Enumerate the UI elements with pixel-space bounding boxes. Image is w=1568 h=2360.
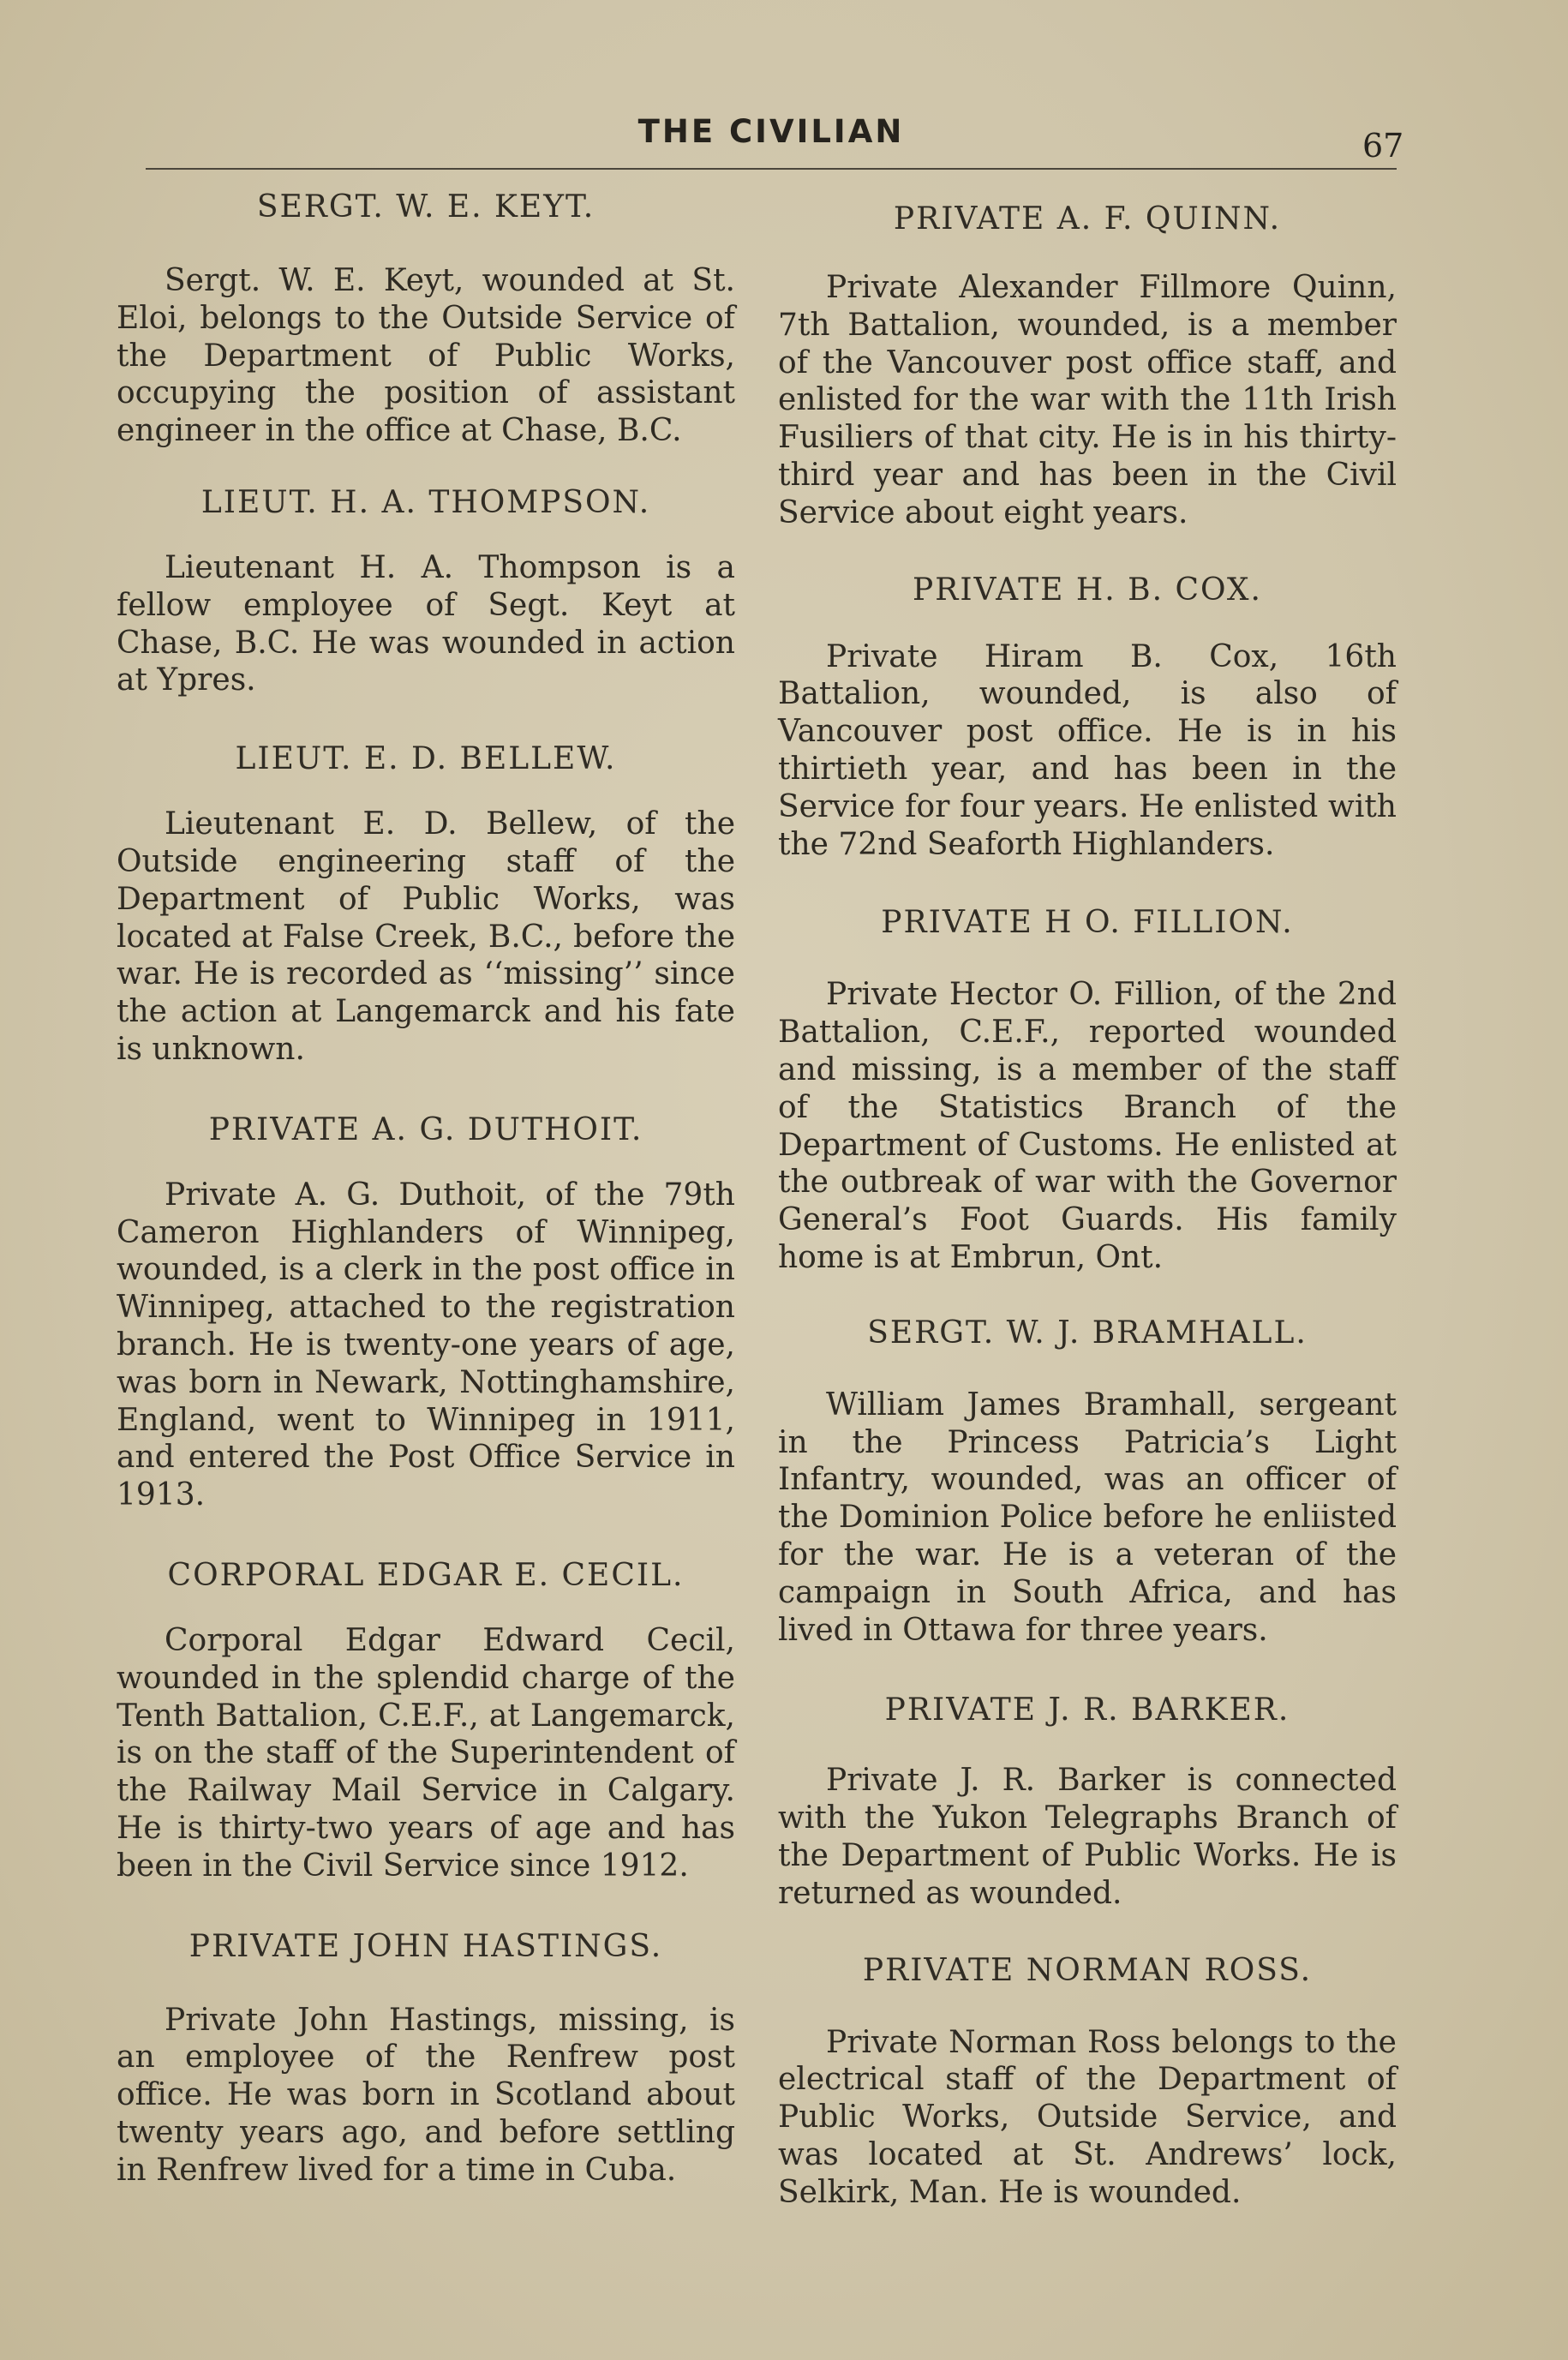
article-body: Lieutenant E. D. Bellew, of the Outside engineering staff of the Department of Public Works, was located at False Creek, B.C., before the war. He is recorded as ‘‘missing’’ since the action at Langemarck and his fate is unknown. — [117, 806, 735, 1067]
article-heading: SERGT. W. J. BRAMHALL. — [867, 1315, 1308, 1351]
article-ross — [778, 1952, 1397, 2212]
article-duthoit — [117, 1111, 735, 1514]
article-heading: CORPORAL EDGAR E. CECIL. — [167, 1557, 685, 1593]
article-body: Private John Hastings, missing, is an employee of the Renfrew post office. He was born in Scotland about twenty years ago, and before settling in Renfrew lived for a time in Cuba. — [117, 2002, 735, 2188]
article-body: Sergt. W. E. Keyt, wounded at St. Eloi, belongs to the Outside Service of the Department of Public Works, occupying the position of assistant engineer in the office at Chase, B.C. — [117, 263, 735, 449]
article-heading: PRIVATE A. G. DUTHOIT. — [208, 1111, 643, 1147]
article-bramhall — [778, 1315, 1397, 1650]
article-heading: LIEUT. H. A. THOMPSON. — [200, 484, 651, 520]
article-fillion — [778, 904, 1397, 1276]
article-heading: LIEUT. E. D. BELLEW. — [235, 741, 617, 777]
right-column — [778, 189, 1397, 2211]
article-keyt — [117, 189, 735, 450]
article-heading: PRIVATE H. B. COX. — [913, 572, 1262, 608]
left-column — [117, 189, 735, 2189]
article-cecil — [117, 1557, 735, 1885]
article-heading: SERGT. W. E. KEYT. — [256, 189, 595, 225]
article-cox — [778, 572, 1397, 864]
article-body: Private Hector O. Fillion, of the 2nd Battalion, C.E.F., reported wounded and missing, is a member of the staff of the Statistics Branch of the Department of Customs. He enlisted at the outbreak of war with the Governor General’s Foot Guards. His family home is at Embrun, Ont. — [778, 977, 1397, 1275]
page-number: 67 — [1362, 127, 1404, 165]
article-heading: PRIVATE H O. FILLION. — [881, 905, 1294, 941]
article-body: Private A. G. Duthoit, of the 79th Cameron Highlanders of Winnipeg, wounded, is a clerk in the post office in Winnipeg, attached to the registration branch. He is twenty-one years of age, was born in Newark, Nottinghamshire, England, went to Winnipeg in 1911, and entered the Post Office Service in 1913. — [117, 1177, 735, 1513]
article-body: Private Hiram B. Cox, 16th Battalion, wounded, is also of Vancouver post office. He is in his thirtieth year, and has been in the Service for four years. He enlisted with the 72nd Seaforth Highlanders. — [778, 638, 1397, 862]
article-quinn — [778, 201, 1397, 532]
article-thompson — [117, 484, 735, 699]
article-body: Private Norman Ross belongs to the electrical staff of the Department of Public Works, Outside Service, and was located at St. Andrews’ lock, Selkirk, Man. He is wounded. — [778, 2024, 1397, 2210]
article-heading: PRIVATE JOHN HASTINGS. — [189, 1928, 663, 1964]
article-heading: PRIVATE NORMAN ROSS. — [862, 1952, 1313, 1988]
article-body: Private Alexander Fillmore Quinn, 7th Battalion, wounded, is a member of the Vancouver post office staff, and enlisted for the war with the 11th Irish Fusiliers of that city. He is in his thirty-third year and has been in the Civil Service about eight years. — [778, 270, 1397, 530]
article-hastings — [117, 1928, 735, 2189]
article-body: Corporal Edgar Edward Cecil, wounded in the splendid charge of the Tenth Battalion, C.E.F., at Langemarck, is on the staff of the Superintendent of the Railway Mail Service in Calgary. He is thirty-two years of age and has been in the Civil Service since 1912. — [117, 1622, 735, 1884]
article-body: Lieutenant H. A. Thompson is a fellow employee of Segt. Keyt at Chase, B.C. He was wounded in action at Ypres. — [117, 549, 735, 698]
article-body: William James Bramhall, sergeant in the Princess Patricia’s Light Infantry, wounded, was an officer of the Dominion Police before he enliisted for the war. He is a veteran of the campaign in South Africa, and has lived in Ottawa for three years. — [778, 1387, 1397, 1648]
running-head: THE CIVILIAN — [637, 113, 905, 150]
article-barker — [778, 1692, 1397, 1912]
article-body: Private J. R. Barker is connected with the Yukon Telegraphs Branch of the Department of Public Works. He is returned as wounded. — [778, 1763, 1397, 1911]
article-bellew — [117, 740, 735, 1069]
article-heading: PRIVATE J. R. BARKER. — [884, 1692, 1290, 1728]
article-heading: PRIVATE A. F. QUINN. — [893, 201, 1282, 237]
header-rule — [146, 168, 1397, 170]
